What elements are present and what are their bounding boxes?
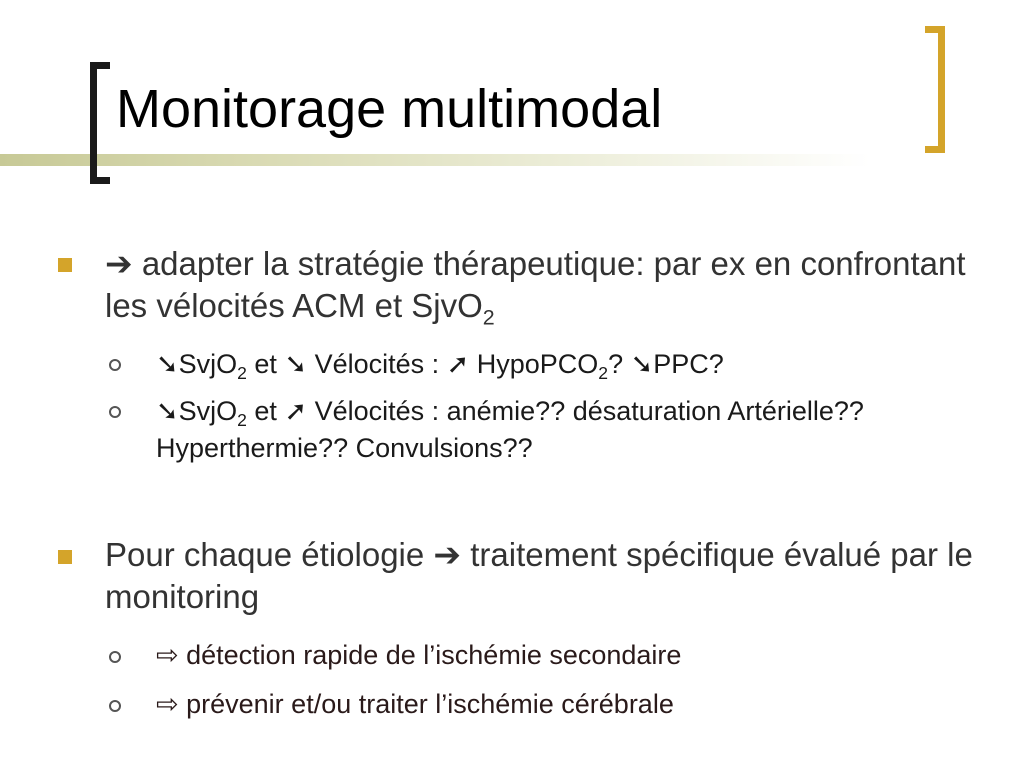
bold-right-arrow-icon: ➔: [433, 535, 462, 574]
bullet-1-text: ➔ adapter la stratégie thérapeutique: par ex en confrontant les vélocités ACM et SjvO$_2$: [105, 244, 966, 330]
subitem-2-1: ⇨ détection rapide de l’ischémie secondaire: [156, 640, 682, 671]
outlined-right-arrow-icon: ⇨: [156, 689, 179, 720]
circle-bullet-icon: [109, 700, 121, 712]
subitem-2-2: ⇨ prévenir et/ou traiter l’ischémie cérébrale: [156, 689, 674, 720]
square-bullet-icon: [58, 258, 72, 272]
up-right-arrow-icon: ➚: [446, 349, 470, 380]
down-right-arrow-icon: ➘: [630, 349, 654, 380]
slide-title: Monitorage multimodal: [116, 79, 663, 139]
down-right-arrow-icon: ➘: [156, 349, 179, 380]
subitem-1-2: ➘SvjO$_2$ et ➚ Vélocités : anémie?? désaturation Artérielle?? Hyperthermie?? Convulsions??: [156, 396, 864, 463]
up-right-arrow-icon: ➚: [284, 396, 308, 427]
subitem-1-1: ➘SvjO$_2$ et ➘ Vélocités : ➚ HypoPCO$_2$? ➘PPC?: [156, 349, 724, 384]
bold-right-arrow-icon: ➔: [105, 244, 133, 283]
circle-bullet-icon: [109, 651, 121, 663]
circle-bullet-icon: [109, 359, 121, 371]
down-right-arrow-icon: ➘: [284, 349, 308, 380]
square-bullet-icon: [58, 550, 72, 564]
circle-bullet-icon: [109, 406, 121, 418]
down-right-arrow-icon: ➘: [156, 396, 179, 427]
bullet-2-text: Pour chaque étiologie ➔ traitement spécifique évalué par le monitoring: [105, 535, 973, 615]
outlined-right-arrow-icon: ⇨: [156, 640, 179, 671]
